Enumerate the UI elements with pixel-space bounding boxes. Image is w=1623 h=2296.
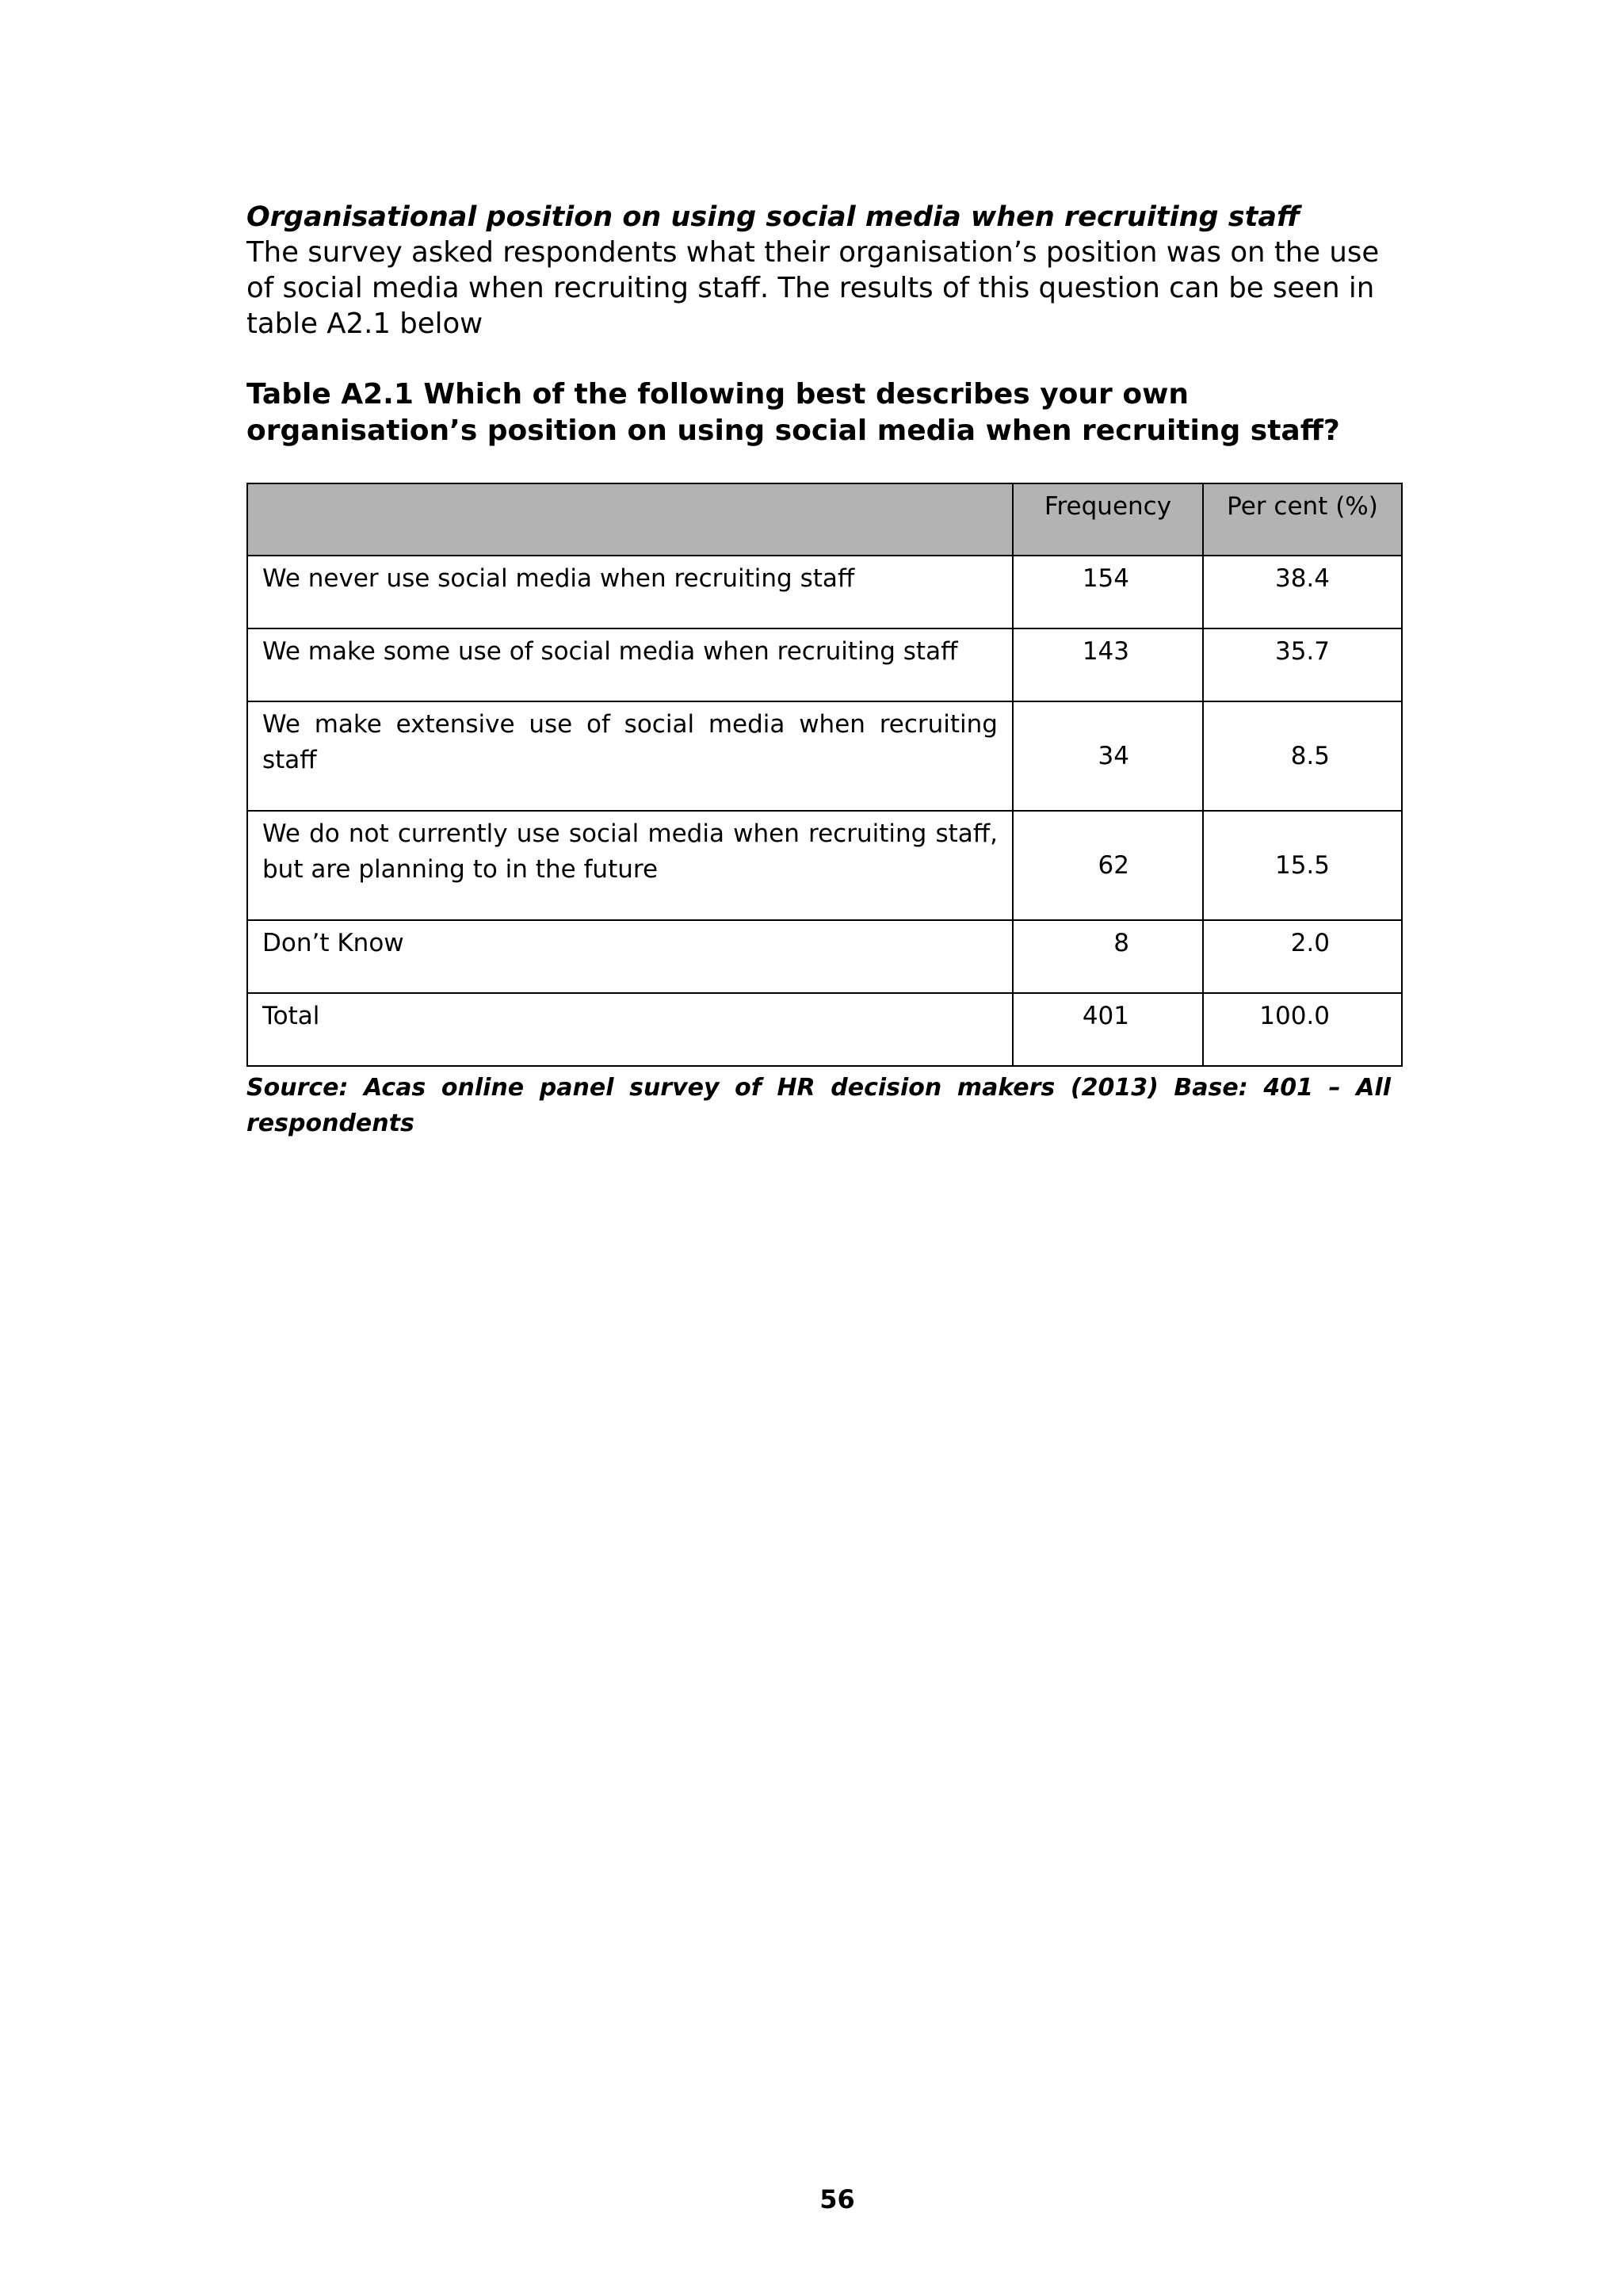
row-percent: 2.0 [1203, 920, 1402, 993]
row-label: Don’t Know [247, 920, 1013, 993]
table-row [247, 811, 1402, 920]
row-frequency: 154 [1013, 556, 1203, 628]
table-row [247, 628, 1402, 701]
row-frequency: 34 [1013, 701, 1203, 811]
table-row-total [247, 993, 1402, 1066]
row-frequency: 401 [1013, 993, 1203, 1066]
row-label: We make extensive use of social media when recruiting staff [247, 701, 1013, 811]
table-source-note: Source: Acas online panel survey of HR decision makers (2013) Base: 401 – All respondents [246, 1074, 1391, 1137]
page-number: 56 [819, 2184, 855, 2214]
row-percent: 15.5 [1203, 811, 1402, 920]
intro-paragraph: The survey asked respondents what their organisation’s position was on the use of social media when recruiting staff. The results of this question can be seen in table A2.1 below [246, 236, 1380, 340]
header-label-cell [247, 483, 1013, 556]
header-percent: Per cent (%) [1203, 483, 1402, 556]
row-frequency: 8 [1013, 920, 1203, 993]
header-frequency: Frequency [1013, 483, 1203, 556]
row-percent: 35.7 [1203, 628, 1402, 701]
table-row [247, 920, 1402, 993]
row-percent: 8.5 [1203, 701, 1402, 811]
table-row [247, 701, 1402, 811]
row-frequency: 143 [1013, 628, 1203, 701]
results-table [246, 483, 1403, 1067]
row-label: Total [247, 993, 1013, 1066]
row-frequency: 62 [1013, 811, 1203, 920]
row-percent: 100.0 [1203, 993, 1402, 1066]
row-label: We make some use of social media when recruiting staff [247, 628, 1013, 701]
table-header-row [247, 483, 1402, 556]
row-percent: 38.4 [1203, 556, 1402, 628]
row-label: We never use social media when recruiting staff [247, 556, 1013, 628]
section-heading: Organisational position on using social media when recruiting staff [246, 201, 1300, 233]
row-label: We do not currently use social media when recruiting staff, but are planning to in the future [247, 811, 1013, 920]
table-caption: Table A2.1 Which of the following best describes your own organisation’s position on using social media when recruiting staff? [246, 378, 1340, 447]
table-row [247, 556, 1402, 628]
